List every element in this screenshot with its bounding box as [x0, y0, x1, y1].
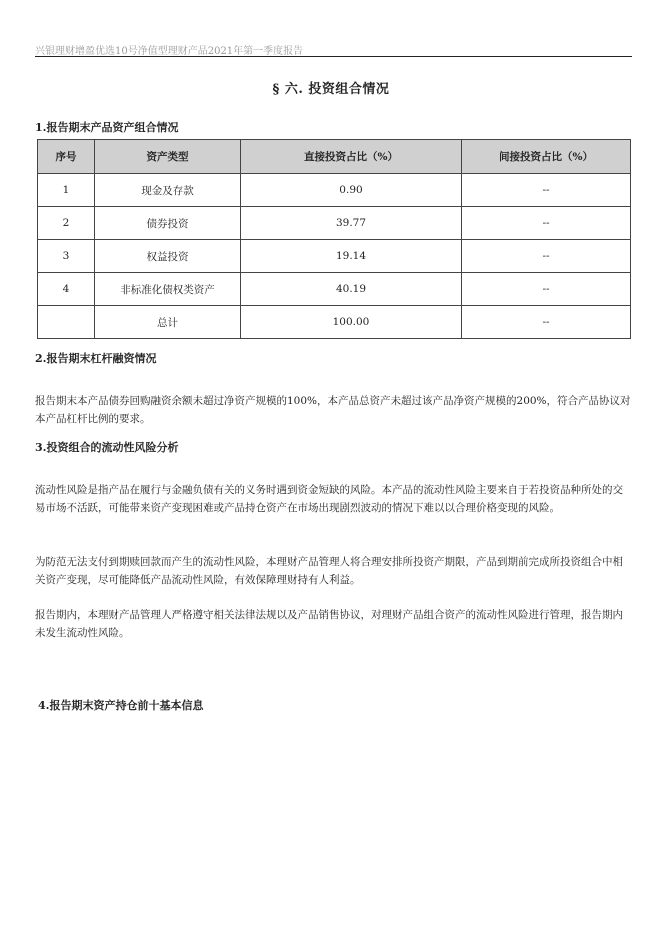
- cell-direct: 39.77: [241, 207, 462, 240]
- cell-no: 2: [38, 207, 95, 240]
- page-header: 兴银理财增盈优选10号净值型理财产品2021年第一季度报告: [35, 46, 304, 57]
- col-header-no: 序号: [38, 140, 95, 174]
- sec4-heading: 4.报告期末资产持仓前十基本信息: [38, 699, 204, 712]
- cell-indirect: --: [462, 306, 631, 339]
- cell-direct: 40.19: [241, 273, 462, 306]
- sec3-paragraph-2: 为防范无法支付到期赎回款而产生的流动性风险，本理财产品管理人将合理安排所投资产期限，产品到期前完成所投资组合中相关资产变现，尽可能降低产品流动性风险，有效保障理财持有人利益。: [35, 556, 623, 586]
- asset-allocation-table: [37, 139, 631, 339]
- sec3-paragraph-3: 报告期内，本理财产品管理人严格遵守相关法律法规以及产品销售协议，对理财产品组合资产的流动性风险进行管理，报告期内未发生流动性风险。: [35, 609, 623, 639]
- header-rule: [35, 56, 632, 57]
- cell-direct: 19.14: [241, 240, 462, 273]
- cell-no: 3: [38, 240, 95, 273]
- cell-direct: 0.90: [241, 174, 462, 207]
- cell-no: [38, 306, 95, 339]
- sec3-paragraph-1: 流动性风险是指产品在履行与金融负债有关的义务时遇到资金短缺的风险。本产品的流动性风险主要来自于若投资品种所处的交易市场不活跃，可能带来资产变现困难或产品持仓资产在市场出现剧烈波动的情况下难以以合理价格变现的风险。: [35, 484, 623, 514]
- table-header-row: [38, 140, 631, 174]
- cell-indirect: --: [462, 207, 631, 240]
- cell-type: 债券投资: [95, 207, 241, 240]
- cell-indirect: --: [462, 174, 631, 207]
- cell-type: 权益投资: [95, 240, 241, 273]
- cell-type: 现金及存款: [95, 174, 241, 207]
- sec2-paragraph: 报告期末本产品债券回购融资余额未超过净资产规模的100%，本产品总资产未超过该产品净资产规模的200%，符合产品协议对本产品杠杆比例的要求。: [35, 395, 631, 425]
- section-title: § 六. 投资组合情况: [272, 82, 390, 97]
- cell-indirect: --: [462, 273, 631, 306]
- cell-type: 总计: [95, 306, 241, 339]
- table-row: [38, 273, 631, 306]
- cell-indirect: --: [462, 240, 631, 273]
- cell-direct: 100.00: [241, 306, 462, 339]
- table-row: [38, 240, 631, 273]
- cell-no: 1: [38, 174, 95, 207]
- table-row: [38, 174, 631, 207]
- cell-type: 非标准化债权类资产: [95, 273, 241, 306]
- table-row: [38, 207, 631, 240]
- cell-no: 4: [38, 273, 95, 306]
- col-header-direct: 直接投资占比（%）: [241, 140, 462, 174]
- sec2-heading: 2.报告期末杠杆融资情况: [35, 352, 157, 365]
- col-header-type: 资产类型: [95, 140, 241, 174]
- sec3-heading: 3.投资组合的流动性风险分析: [35, 441, 179, 454]
- table-total-row: [38, 306, 631, 339]
- col-header-indirect: 间接投资占比（%）: [462, 140, 631, 174]
- sec1-heading: 1.报告期末产品资产组合情况: [35, 121, 179, 134]
